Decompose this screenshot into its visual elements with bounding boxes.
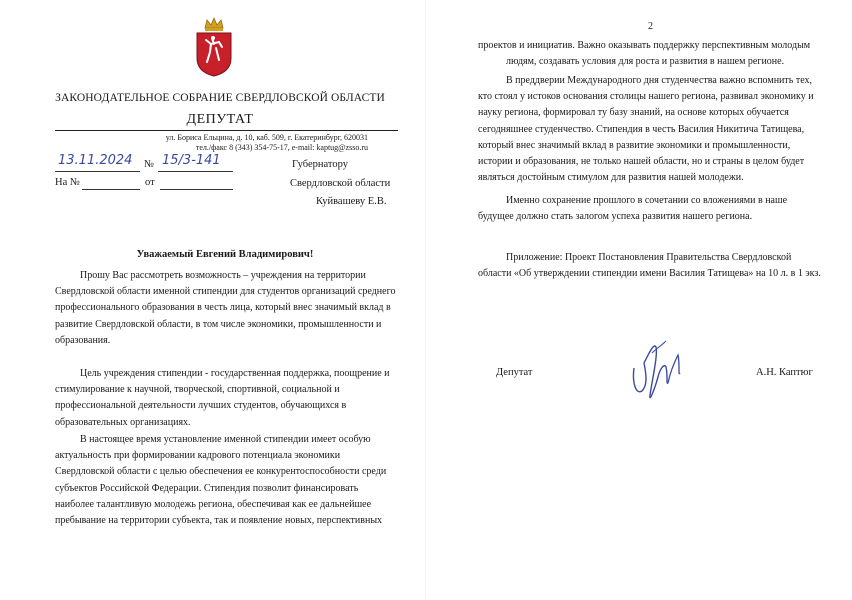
text-line: Свердловской области именной стипендии для студентов организаций среднего — [55, 286, 396, 298]
letterhead-title: ДЕПУТАТ — [186, 112, 254, 127]
recipient-line-2: Свердловской области — [290, 178, 391, 189]
signature-role: Депутат — [496, 367, 533, 378]
text-line: Приложение: Проект Постановления Правительства Свердловской — [506, 252, 792, 263]
paragraph-continuation — [478, 38, 822, 70]
paragraph-request — [55, 268, 398, 349]
paragraph-attachment — [478, 250, 822, 282]
handwritten-date: 13.11.2024 — [58, 153, 133, 168]
text-line: Именно сохранение прошлого в сочетании со вложениями в наше — [506, 195, 788, 206]
text-line: который внес значимый вклад в развитие экономики и промышленности, — [478, 139, 791, 151]
reference-label: На № — [55, 177, 80, 188]
number-label: № — [144, 159, 155, 170]
text-line: В настоящее время установление именной стипендии имеет особую — [80, 434, 371, 445]
text-line: образования. — [55, 334, 111, 346]
handwritten-number: 15/3-141 — [162, 153, 221, 168]
reference-underline — [82, 189, 140, 190]
text-line: образовательных организациях. — [55, 416, 191, 428]
date-underline — [55, 171, 140, 172]
from-label: от — [145, 177, 155, 188]
text-line: Свердловской области с целью обеспечения ее конкурентоспособности среди — [55, 466, 387, 478]
text-line: Цель учреждения стипендии - государственная поддержка, поощрение и — [80, 368, 390, 379]
paragraph-future — [478, 193, 822, 225]
page-two — [426, 0, 852, 600]
text-line: развитие Свердловской области, в том числе экономики, промышленности и — [55, 318, 382, 330]
letterhead-rule — [55, 130, 398, 131]
text-line: стимулирование к научной, творческой, спортивной, социальной и — [55, 384, 340, 396]
text-line: В преддверии Международного дня студенчества важно вспомнить тех, — [506, 75, 813, 86]
from-underline — [160, 189, 233, 190]
paragraph-purpose — [55, 366, 398, 431]
recipient-line-1: Губернатору — [292, 159, 348, 170]
office-contacts: тел./факс 8 (343) 354-75-17, e-mail: kaptug@zsso.ru — [195, 143, 368, 152]
text-line: Прошу Вас рассмотреть возможность – учреждения на территории — [80, 270, 366, 281]
office-address: ул. Бориса Ельцина, д. 10, каб. 509, г. Екатеринбург, 620031 — [165, 133, 368, 142]
text-line: людям, создавать условия для роста и развития в нашем регионе. — [506, 56, 785, 68]
text-line: науку региона, формировал ту базу знаний, на основе которых обучается — [478, 107, 789, 119]
text-line: субъектов Российской Федерации. Стипендия позволит финансировать — [55, 482, 359, 494]
recipient-line-3: Куйвашеву Е.В. — [316, 196, 387, 207]
text-line: проектов и инициатив. Важно оказывать поддержку перспективным молодым — [478, 40, 811, 51]
organization-name: ЗАКОНОДАТЕЛЬНОЕ СОБРАНИЕ СВЕРДЛОВСКОЙ ОБЛАСТИ — [55, 92, 385, 104]
handwritten-signature — [622, 333, 702, 413]
paragraph-relevance — [55, 432, 398, 529]
text-line: являться достойным стимулом для развития нашей молодежи. — [478, 172, 744, 184]
text-line: области «Об утверждении стипендии имени Василия Татищева» на 10 л. в 1 экз. — [478, 268, 821, 280]
salutation: Уважаемый Евгений Владимирович! — [136, 249, 314, 260]
text-line: профессионального образования в честь лица, который внес значимый вклад в — [55, 302, 391, 314]
text-line: пребывание на территории субъекта, так и появление новых, перспективных — [55, 515, 383, 527]
page-number: 2 — [648, 21, 653, 32]
text-line: истории и образования, не только нашей области, но и страны в целом будет — [478, 156, 805, 168]
text-line: профессиональной деятельности лучших студентов, обучающихся в — [55, 400, 347, 412]
number-underline — [158, 171, 233, 172]
text-line: кто стоял у истоков основания столицы нашего региона, развивал экономику и — [478, 91, 814, 103]
text-line: наиболее талантливую молодежь региона, обеспечивая как ее дальнейшее — [55, 498, 372, 510]
text-line: актуальность при формировании кадрового потенциала экономики — [55, 450, 341, 462]
text-line: сегодняшнее студенчество. Стипендия в честь Василия Никитича Татищева, — [478, 123, 805, 135]
text-line: будущее должно стать залогом успеха развития нашего региона. — [478, 211, 753, 223]
signature-name: А.Н. Каптюг — [756, 367, 813, 378]
paragraph-history — [478, 73, 822, 186]
coat-of-arms-icon — [193, 14, 235, 78]
